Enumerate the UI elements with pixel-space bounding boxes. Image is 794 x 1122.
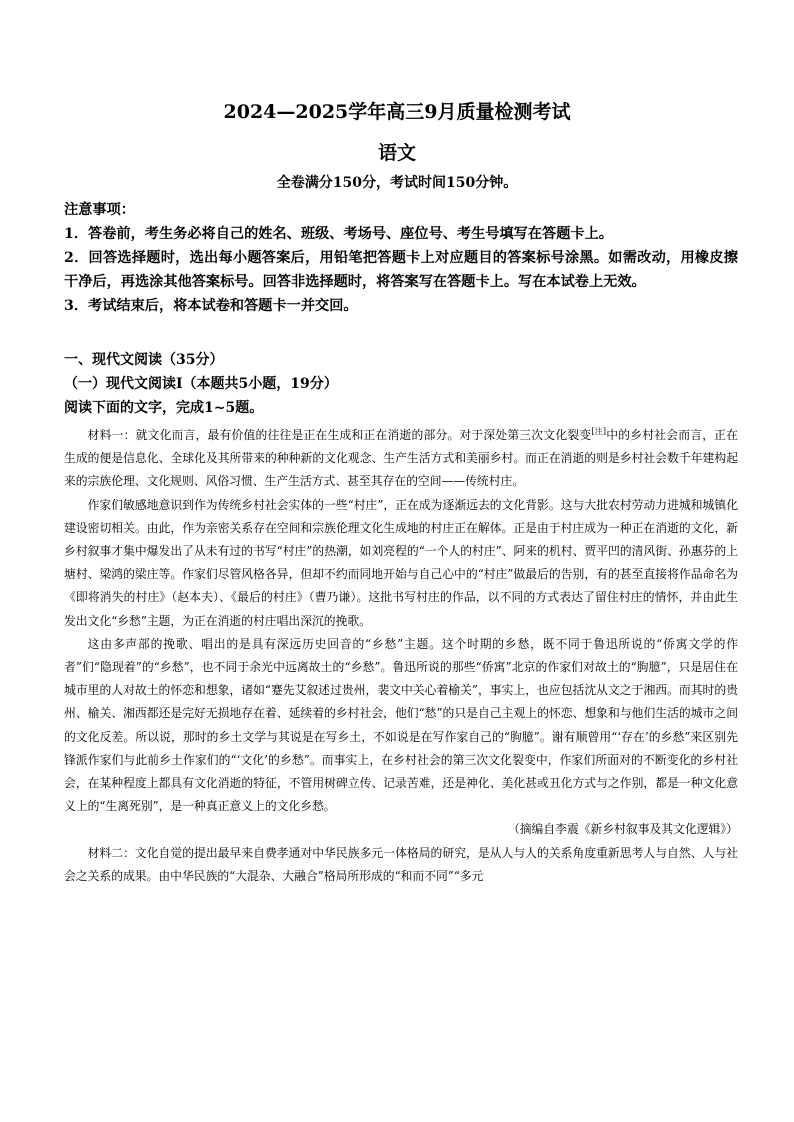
material-paragraph-2: 作家们敏感地意识到作为传统乡村社会实体的一些“村庄”，正在成为逐渐远去的文化背影。这与大批农村劳动力进城和城镇化建设密切相关。由此，作为亲密关系存在空间和宗族伦理文化生成地的村庄正在解体。正是由于村庄成为一种正在消逝的文化，新乡村叙事才集中爆发出了从未有过的书写“村庄”的热潮，如刘亮程的“一个人的村庄”、阿来的机村、贾平凹的清风街、孙惠芬的上塘村、梁鸿的梁庄等。作家们尽管风格各异，但却不约而同地开始与自己心中的“村庄”做最后的告别，有的甚至直接将作品命名为《即将消失的村庄》（赵本夫）、《最后的村庄》（曹乃谦）。这批书写村庄的作品，以不同的方式表达了留住村庄的情怀，并由此生发出文化“乡愁”主题，为正在消逝的村庄唱出深沉的挽歌。 bbox=[64, 497, 738, 628]
section-heading-part-one: 一、现代文阅读（35分） bbox=[64, 352, 224, 368]
reading-instruction: 阅读下面的文字，完成1~5题。 bbox=[64, 400, 264, 416]
notes-block bbox=[64, 198, 738, 318]
material-p1-text-b: 中的乡村社会而言，正在生成的便是信息化、全球化及其所带来的种种新的文化观念、生产生活方式和美丽乡村。而正在消逝的则是乡村社会数千年建构起来的宗族伦理、文化规则、风俗习惯、生产生活方式、甚至其存在的空间——传统村庄。 bbox=[64, 428, 738, 489]
exam-title: 2024—2025学年高三9月质量检测考试 bbox=[223, 101, 571, 123]
material-source: （摘编自李震《新乡村叙事及其文化逻辑》） bbox=[507, 822, 738, 837]
section-heading-sub-one: （一）现代文阅读Ⅰ（本题共5小题，19分） bbox=[64, 376, 338, 392]
note-item-1: 1．答卷前，考生务必将自己的姓名、班级、考场号、座位号、考生号填写在答题卡上。 bbox=[64, 226, 613, 242]
note-item-3: 3．考试结束后，将本试卷和答题卡一并交回。 bbox=[64, 298, 358, 314]
reading-material bbox=[64, 424, 738, 888]
material-paragraph-4: 材料二：文化自觉的提出最早来自费孝通对中华民族多元一体格局的研究，是从人与人的关系角度重新思考人与自然、人与社会之关系的成果。由中华民族的“大混杂、大融合”格局所形成的“和而不同”“多元 bbox=[64, 845, 738, 883]
subject-title: 语文 bbox=[377, 142, 416, 164]
notes-heading: 注意事项： bbox=[64, 202, 135, 218]
note-item-2: 2．回答选择题时，选出每小题答案后，用铅笔把答题卡上对应题目的答案标号涂黑。如需改动，用橡皮擦干净后，再选涂其他答案标号。回答非选择题时，将答案写在答题卡上。写在本试卷上无效。 bbox=[64, 250, 738, 290]
material-p1-text-a: 材料一：就文化而言，最有价值的往往是正在生成和正在消逝的部分。对于深处第三次文化裂变 bbox=[87, 428, 592, 442]
material-paragraph-3: 这由多声部的挽歌、唱出的是具有深远历史回音的“乡愁”主题。这个时期的乡愁，既不同于鲁迅所说的“侨寓文学的作者”们“隐现着”的“乡愁”，也不同于余光中远离故土的“乡愁”。鲁迅所说的那些“侨寓”北京的作家们对故土的“朐臆”，只是居住在城市里的人对故土的怀恋和想象，诸如“蹇先艾叙述过贵州，裴文中关心着榆关”，事实上，也应包括沈从文之于湘西。而其时的贵州、榆关、湘西都还是完好无损地存在着、延续着的乡村社会，他们“愁”的只是自己主观上的怀恋、想象和与他们生活的城市之间的文化反差。所以说，那时的乡土文学与其说是在写乡土，不如说是在写作家自己的“朐臆”。谢有顺曾用“‘存在’的乡愁”来区别先锋派作家们与此前乡土作家们的“‘文化’的乡愁”。而事实上，在乡村社会的第三次文化裂变中，作家们所面对的不断变化的乡村社会，在某种程度上都具有文化消逝的特征，不管用树碑立传、记录苦难，还是神化、美化甚或丑化方式与之作别，都是一种文化意义上的“生离死别”，是一种真正意义上的文化乡愁。 bbox=[64, 636, 738, 814]
score-line: 全卷满分150分，考试时间150分钟。 bbox=[276, 175, 518, 191]
material-paragraph-1 bbox=[64, 424, 738, 494]
footnote-marker: [注] bbox=[591, 427, 607, 437]
